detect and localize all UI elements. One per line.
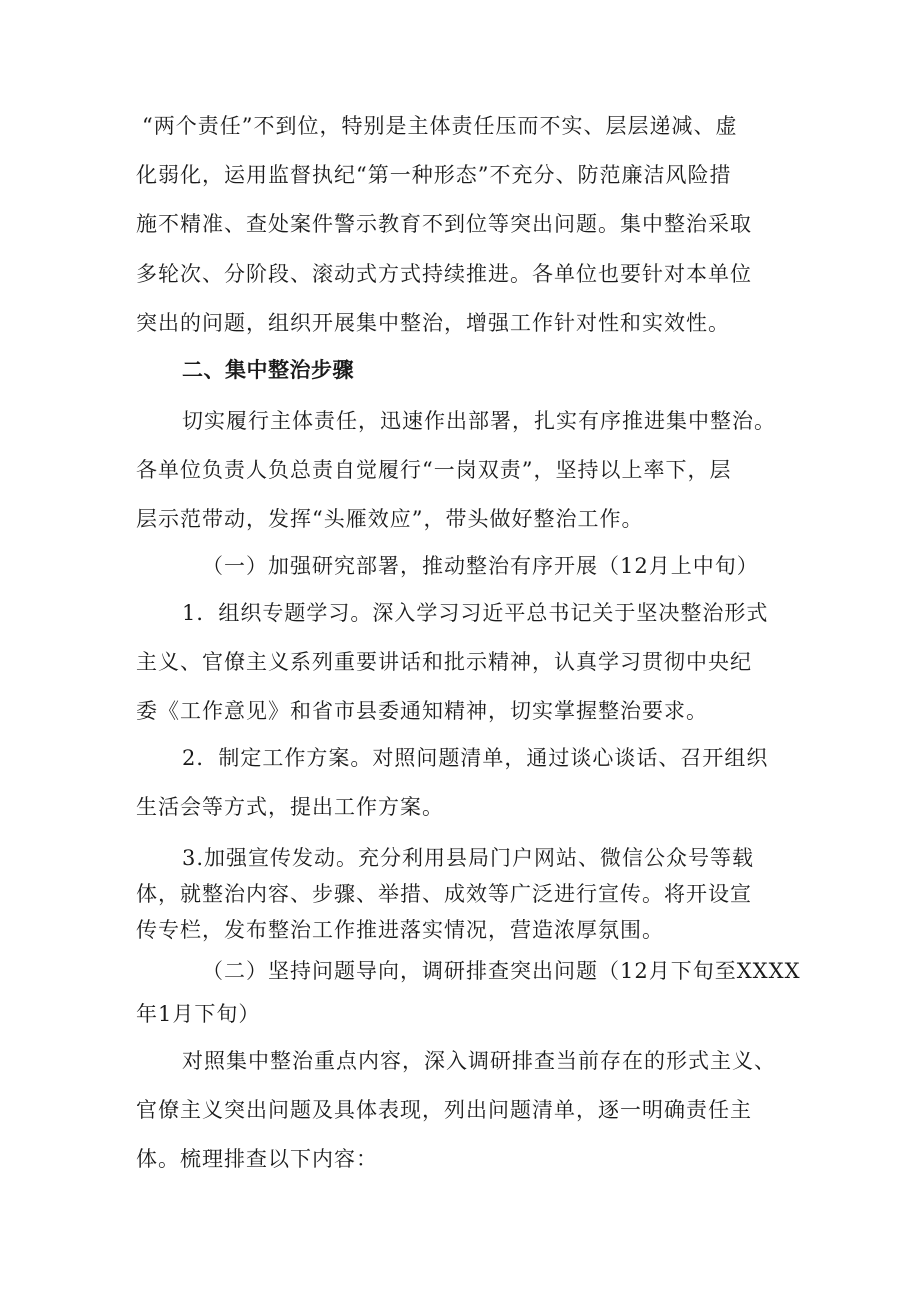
paragraph-line: 化弱化，运用监督执纪“第一种形态”不充分、防范廉洁风险措 (136, 163, 732, 187)
paragraph-line: 主义、官僚主义系列重要讲话和批示精神，认真学习贯彻中央纪 (136, 650, 752, 674)
list-item-line: 2．制定工作方案。对照问题清单，通过谈心谈话、召开组织 (182, 746, 769, 770)
paragraph-line: 官僚主义突出问题及具体表现，列出问题清单，逐一明确责任主 (136, 1098, 752, 1122)
subsection-heading: （二）坚持问题导向，调研排查突出问题（12月下旬至XXXX (202, 959, 801, 983)
paragraph-line: “两个责任”不到位，特别是主体责任压而不实、层层递减、虚 (142, 114, 738, 138)
paragraph-line: 切实履行主体责任，迅速作出部署，扎实有序推进集中整治。 (182, 409, 776, 433)
paragraph-line: 生活会等方式，提出工作方案。 (136, 795, 444, 819)
paragraph-line: 体，就整治内容、步骤、举措、成效等广泛进行宣传。将开设宣 (136, 882, 752, 906)
section-heading: 二、集中整治步骤 (182, 358, 354, 382)
paragraph-line: 传专栏，发布整治工作推进落实情况，营造浓厚氛围。 (136, 918, 664, 942)
list-item-line: 1．组织专题学习。深入学习习近平总书记关于坚决整治形式 (182, 601, 769, 625)
paragraph-line: 委《工作意见》和省市县委通知精神，切实掌握整治要求。 (136, 699, 708, 723)
paragraph-line: 对照集中整治重点内容，深入调研排查当前存在的形式主义、 (182, 1049, 776, 1073)
paragraph-line: 层示范带动，发挥“头雁效应”，带头做好整治工作。 (136, 507, 644, 531)
paragraph-line: 施不精准、查处案件警示教育不到位等突出问题。集中整治采取 (136, 212, 752, 236)
paragraph-line: 多轮次、分阶段、滚动式方式持续推进。各单位也要针对本单位 (136, 262, 752, 286)
list-item-line: 3.加强宣传发动。充分利用县局门户网站、微信公众号等载 (182, 846, 755, 870)
subsection-heading: （一）加强研究部署，推动整治有序开展（12月上中旬） (202, 554, 759, 578)
paragraph-line: 体。梳理排查以下内容： (136, 1147, 378, 1171)
paragraph-line: 突出的问题，组织开展集中整治，增强工作针对性和实效性。 (136, 311, 730, 335)
paragraph-line: 各单位负责人负总责自觉履行“一岗双责”，坚持以上率下，层 (136, 458, 732, 482)
paragraph-line: 年1月下旬） (136, 1002, 261, 1026)
